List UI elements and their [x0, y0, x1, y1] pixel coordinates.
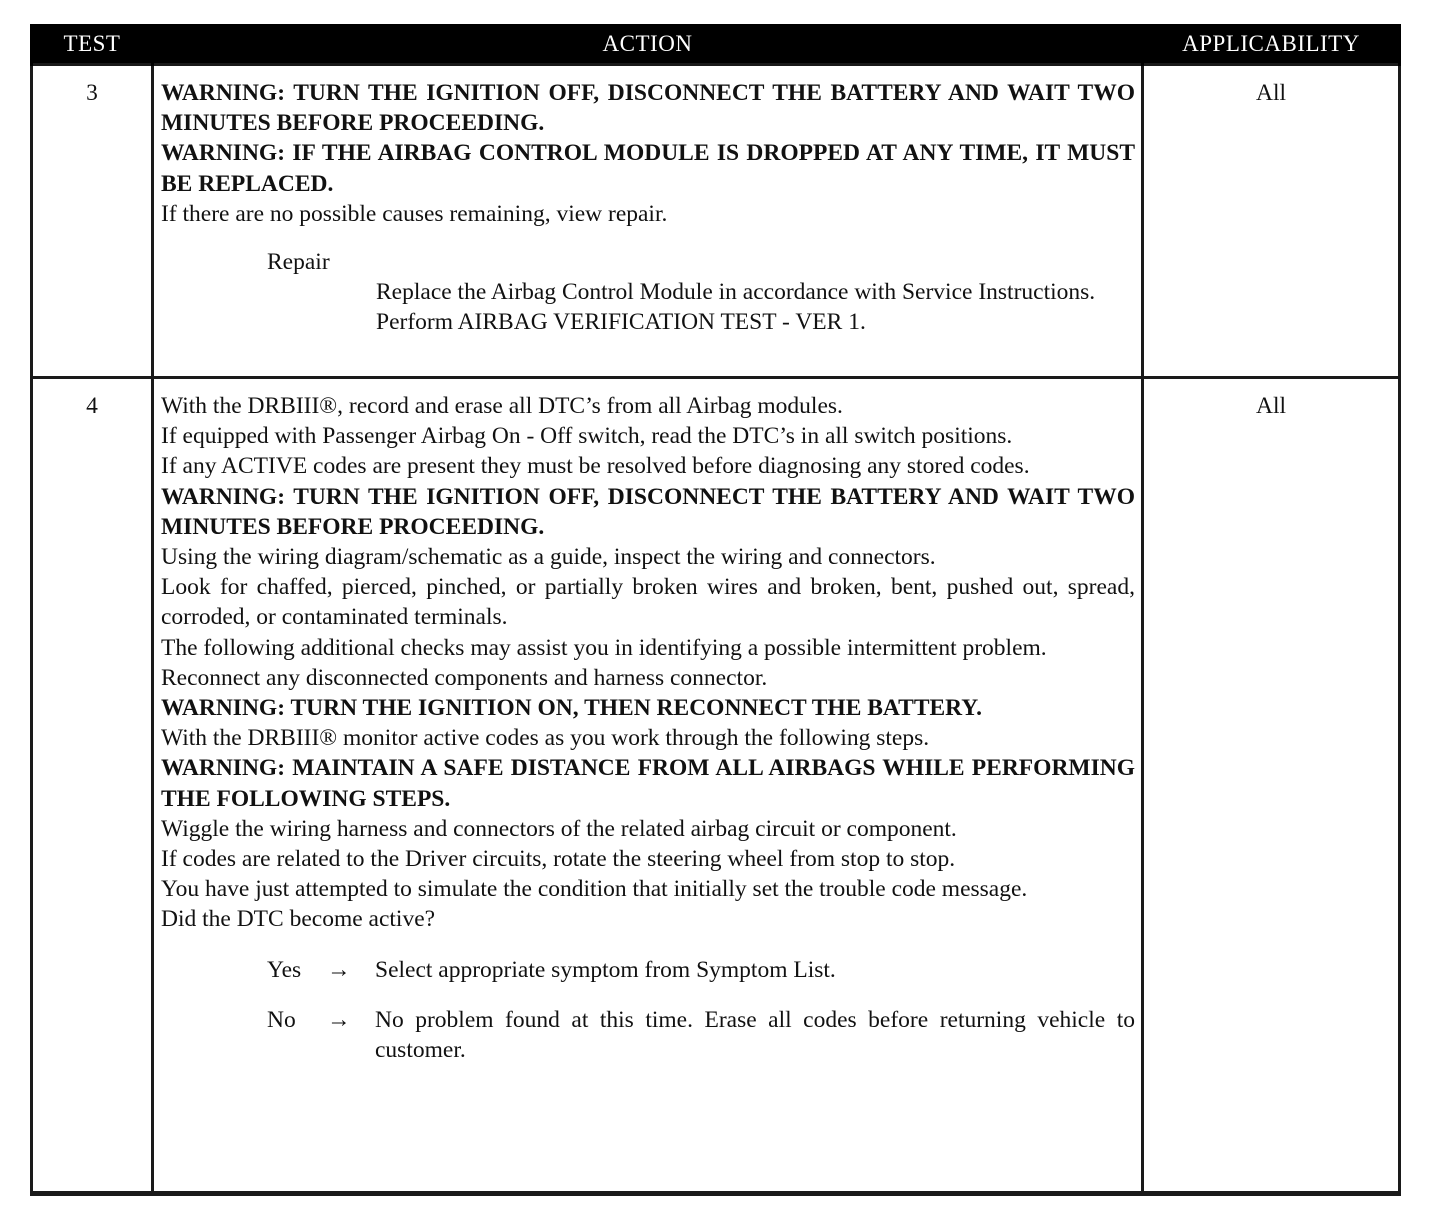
- instruction-text: If equipped with Passenger Airbag On - Off switch, read the DTC’s in all switch positions.: [161, 423, 1013, 450]
- applicability-value: All: [1143, 65, 1400, 378]
- instruction-text: If there are no possible causes remaining, view repair.: [161, 200, 668, 227]
- diagnostic-test-table: [30, 24, 1401, 1196]
- result-label: Yes: [267, 956, 302, 983]
- warning-text: WARNING: TURN THE IGNITION OFF, DISCONNECT THE BATTERY AND WAIT TWO MINUTES BEFORE PROCEEDING.: [161, 80, 1135, 137]
- right-arrow-icon: →: [327, 1006, 351, 1033]
- instruction-text: With the DRBIII®, record and erase all DTC’s from all Airbag modules.: [161, 393, 843, 419]
- warning-text: WARNING: TURN THE IGNITION OFF, DISCONNECT THE BATTERY AND WAIT TWO MINUTES BEFORE PROCEEDING.: [161, 483, 1135, 540]
- instruction-text: With the DRBIII® monitor active codes as you work through the following steps.: [161, 725, 930, 752]
- result-no: [267, 1005, 1135, 1065]
- result-text: No problem found at this time. Erase all codes before returning vehicle to customer.: [375, 1006, 1135, 1064]
- instruction-text: If any ACTIVE codes are present they must be resolved before diagnosing any stored codes.: [161, 453, 1030, 480]
- warning-text: WARNING: MAINTAIN A SAFE DISTANCE FROM ALL AIRBAGS WHILE PERFORMING THE FOLLOWING STEPS.: [161, 755, 1135, 812]
- instruction-text: Reconnect any disconnected components and harness connector.: [161, 664, 768, 691]
- repair-step: Perform AIRBAG VERIFICATION TEST - VER 1.: [376, 309, 866, 336]
- warning-text: WARNING: TURN THE IGNITION ON, THEN RECONNECT THE BATTERY.: [161, 695, 982, 722]
- repair-label: Repair: [267, 249, 330, 276]
- instruction-text: The following additional checks may assist you in identifying a possible intermittent problem.: [161, 634, 1047, 661]
- repair-step: Replace the Airbag Control Module in accordance with Service Instructions.: [376, 279, 1096, 306]
- instruction-text: Look for chaffed, pierced, pinched, or partially broken wires and broken, bent, pushed out, spread, corroded, or contaminated terminals.: [161, 574, 1135, 631]
- question-text: Did the DTC become active?: [161, 906, 436, 933]
- instruction-text: You have just attempted to simulate the condition that initially set the trouble code message.: [161, 876, 1028, 903]
- warning-text: WARNING: IF THE AIRBAG CONTROL MODULE IS DROPPED AT ANY TIME, IT MUST BE REPLACED.: [161, 140, 1135, 197]
- applicability-value: All: [1143, 378, 1400, 1194]
- header-applicability: APPLICABILITY: [1143, 24, 1400, 65]
- header-test: TEST: [32, 24, 153, 65]
- instruction-text: Wiggle the wiring harness and connectors of the related airbag circuit or component.: [161, 815, 957, 842]
- table-row: [32, 65, 1400, 378]
- table-row: [32, 378, 1400, 1194]
- action-cell: [153, 65, 1143, 378]
- test-number: 4: [32, 378, 153, 1194]
- result-yes: [267, 955, 1135, 985]
- right-arrow-icon: →: [327, 956, 351, 983]
- header-action: ACTION: [153, 24, 1143, 65]
- result-label: No: [267, 1006, 296, 1033]
- action-cell: [153, 378, 1143, 1194]
- test-number: 3: [32, 65, 153, 378]
- instruction-text: If codes are related to the Driver circuits, rotate the steering wheel from stop to stop.: [161, 846, 956, 873]
- table-header-row: [32, 24, 1400, 65]
- result-text: Select appropriate symptom from Symptom List.: [375, 956, 836, 983]
- instruction-text: Using the wiring diagram/schematic as a guide, inspect the wiring and connectors.: [161, 544, 936, 571]
